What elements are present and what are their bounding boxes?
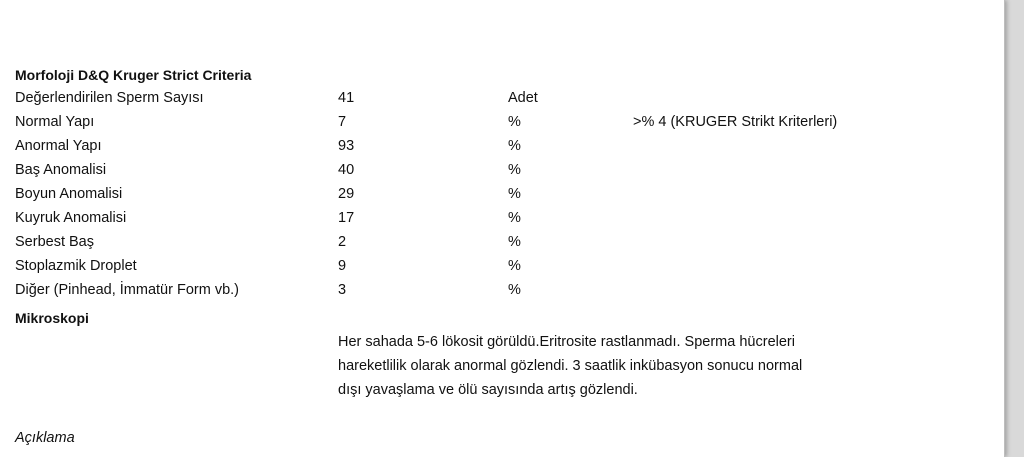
row-value: 2 [338,234,347,250]
row-label: Normal Yapı [15,114,95,130]
row-value: 7 [338,114,347,130]
row-label: Serbest Baş [15,234,94,250]
row-label: Kuyruk Anomalisi [15,210,127,226]
row-unit: % [508,258,521,274]
morphology-title: Morfoloji D&Q Kruger Strict Criteria [15,67,252,83]
explanation-title: Açıklama [15,430,75,446]
row-unit: % [508,210,521,226]
row-label: Baş Anomalisi [15,162,107,178]
row-value: 93 [338,138,355,154]
microscopy-line: dışı yavaşlama ve ölü sayısında artış gözlendi. [338,382,638,398]
row-unit: % [508,186,521,202]
table-row [0,138,1000,160]
table-row [0,258,1000,280]
row-value: 29 [338,186,355,202]
row-label: Değerlendirilen Sperm Sayısı [15,90,204,106]
row-label: Anormal Yapı [15,138,102,154]
row-value: 3 [338,282,347,298]
table-row [0,114,1000,136]
table-row [0,186,1000,208]
row-label: Stoplazmik Droplet [15,258,137,274]
row-value: 17 [338,210,355,226]
row-unit: % [508,282,521,298]
microscopy-title: Mikroskopi [15,310,89,326]
table-row [0,234,1000,256]
row-value: 41 [338,90,355,106]
microscopy-text [338,330,878,402]
row-unit: % [508,114,521,130]
row-label: Boyun Anomalisi [15,186,123,202]
row-unit: % [508,234,521,250]
row-value: 40 [338,162,355,178]
row-unit: % [508,138,521,154]
microscopy-line: hareketlilik olarak anormal gözlendi. 3 saatlik inkübasyon sonucu normal [338,358,803,374]
table-row [0,162,1000,184]
row-value: 9 [338,258,347,274]
row-unit: % [508,162,521,178]
microscopy-line: Her sahada 5-6 lökosit görüldü.Eritrosite rastlanmadı. Sperma hücreleri [338,334,795,350]
row-unit: Adet [508,90,538,106]
table-row [0,282,1000,304]
row-label: Diğer (Pinhead, İmmatür Form vb.) [15,282,240,298]
table-row [0,210,1000,232]
table-row [0,90,1000,112]
row-reference: >% 4 (KRUGER Strikt Kriterleri) [633,114,838,130]
